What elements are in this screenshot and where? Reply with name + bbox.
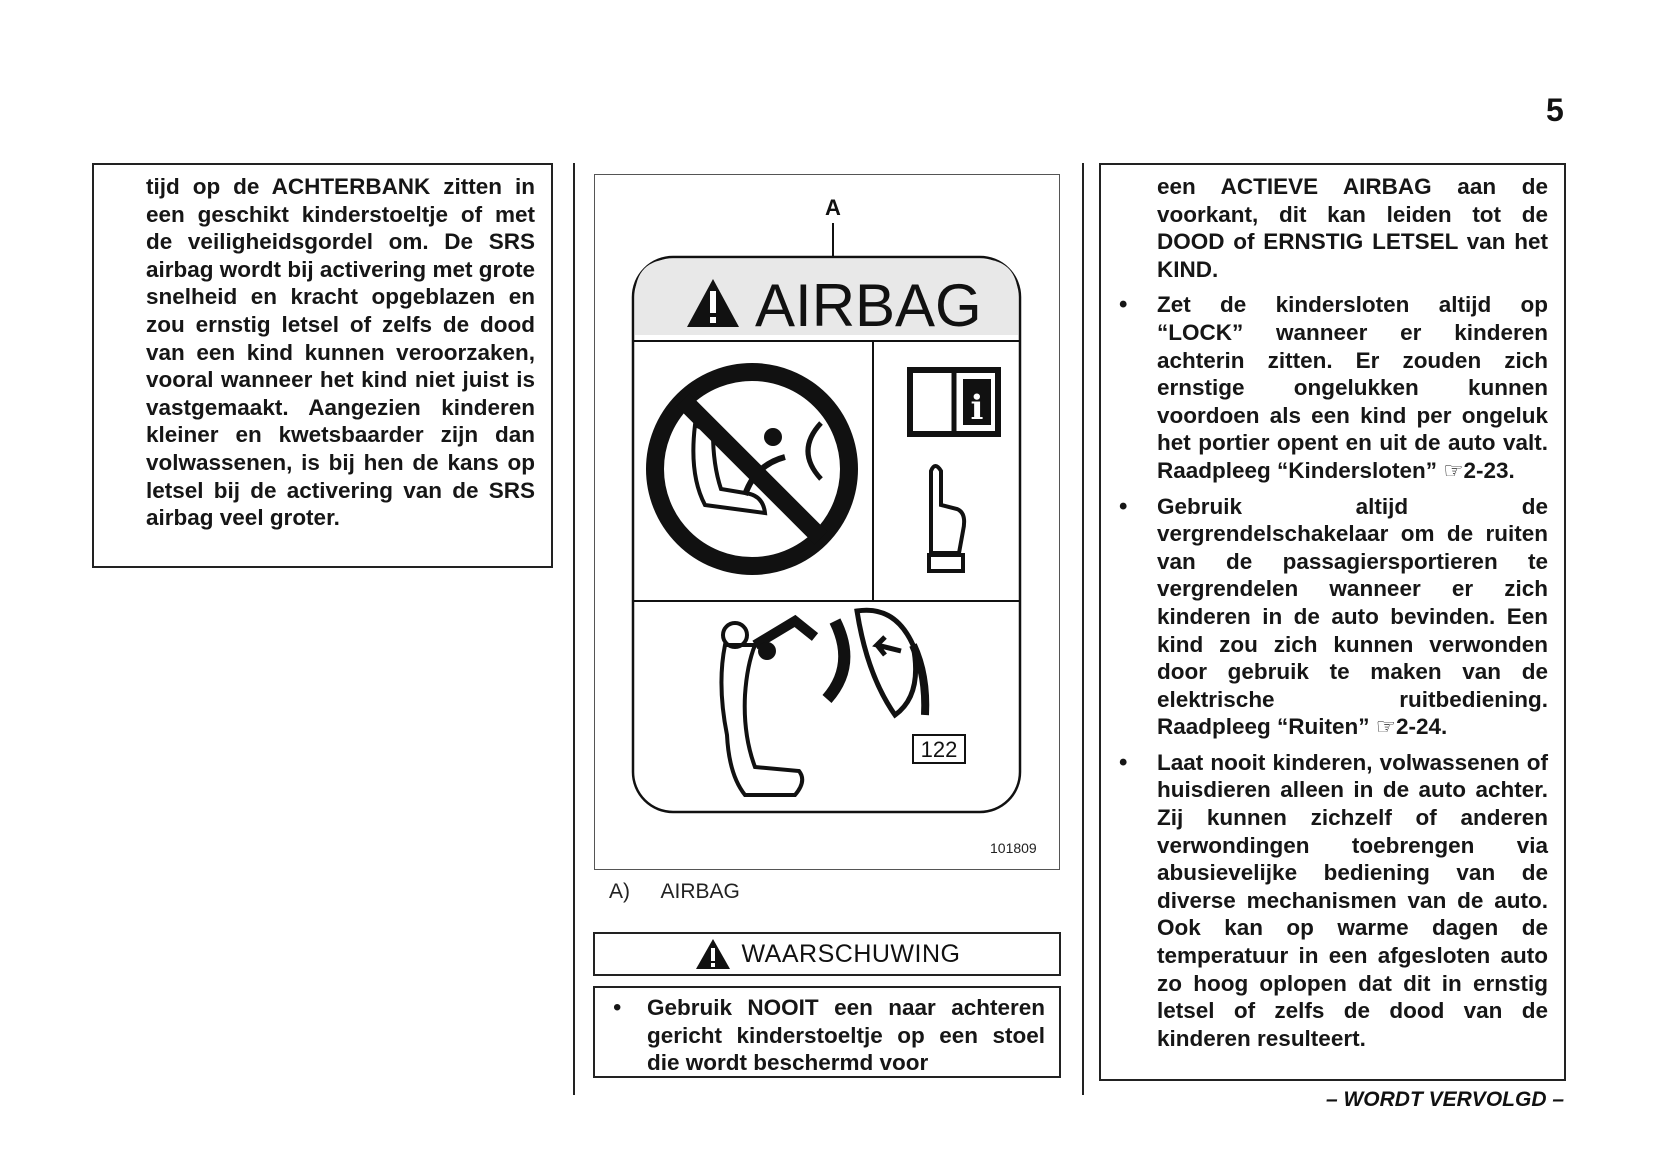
svg-text:i: i <box>970 388 984 428</box>
left-box-text: tijd op de ACHTERBANK zitten in een geschikt kinderstoeltje of met de veiligheidsgordel om. De SRS airbag wordt bij activering met grote snelheid en kracht opgeblazen en zou ernstig letsel of zelfs de dood van een kind kunnen veroorzaken, vooral wanneer het kind niet juist is vastgemaakt. Aangezien kinderen kleiner en kwetsbaarder zijn dan volwassenen, is bij hen de kans op letsel bij de activering van de SRS airbag veel groter. <box>146 174 535 531</box>
figure-caption <box>609 880 740 904</box>
continued-footer: – WORDT VERVOLGD – <box>1325 1088 1564 1111</box>
airbag-warning-label <box>595 175 1061 871</box>
warning-box <box>593 986 1061 1078</box>
warning-text: Gebruik NOOIT een naar achteren gericht kinderstoeltje op een stoel die wordt beschermd voor <box>647 995 1045 1076</box>
page-ref: 122 <box>920 737 958 762</box>
left-text-box <box>92 163 553 568</box>
bullet-item: • Laat nooit kinderen, volwassenen of huisdieren alleen in de auto achter. Zij kunnen zichzelf of anderen verwondingen toebrengen via abusievelijke bediening van de diverse mechanismen van de auto. Ook kan op warme dagen de temperatuur in een afgesloten auto zo hoog oplopen dat dit in ernstig letsel of zelfs de dood van de kinderen resulteert. <box>1105 749 1548 1053</box>
column-divider-right <box>1082 163 1084 1095</box>
page-number: 5 <box>1546 92 1564 128</box>
figure-code: 101809 <box>990 840 1037 856</box>
warning-triangle-icon <box>694 938 732 970</box>
right-text-box <box>1099 163 1566 1081</box>
column-divider-left <box>573 163 575 1095</box>
right-box-bullets <box>1105 291 1548 1052</box>
warning-header <box>593 932 1061 976</box>
bullet-item: • Zet de kindersloten altijd op “LOCK” wanneer er kinderen achterin zitten. Er zouden zich ernstige ongelukken kunnen voordoen als een kind per ongeluk het portier opent en uit de auto valt. Raadpleeg “Kindersloten” ☞2-23. <box>1105 291 1548 484</box>
airbag-label-figure <box>594 174 1060 870</box>
caption-key: A) <box>609 880 630 903</box>
warning-bullet <box>599 994 1045 1077</box>
right-box-intro: een ACTIEVE AIRBAG aan de voorkant, dit kan leiden tot de DOOD of ERNSTIG LETSEL van het KIND. <box>1157 174 1548 282</box>
caption-text: AIRBAG <box>660 880 740 903</box>
bullet-item: • Gebruik altijd de vergrendelschakelaar om de ruiten van de passagiersportieren te vergrendelen wanneer er zich kinderen in de auto bevinden. Een kind zou zich kunnen verwonden door gebruik te maken van de elektrische ruitbediening. Raadpleeg “Ruiten” ☞2-24. <box>1105 493 1548 741</box>
label-title: AIRBAG <box>755 272 982 339</box>
warning-title: WAARSCHUWING <box>741 939 961 968</box>
pointer-label: A <box>825 195 841 220</box>
